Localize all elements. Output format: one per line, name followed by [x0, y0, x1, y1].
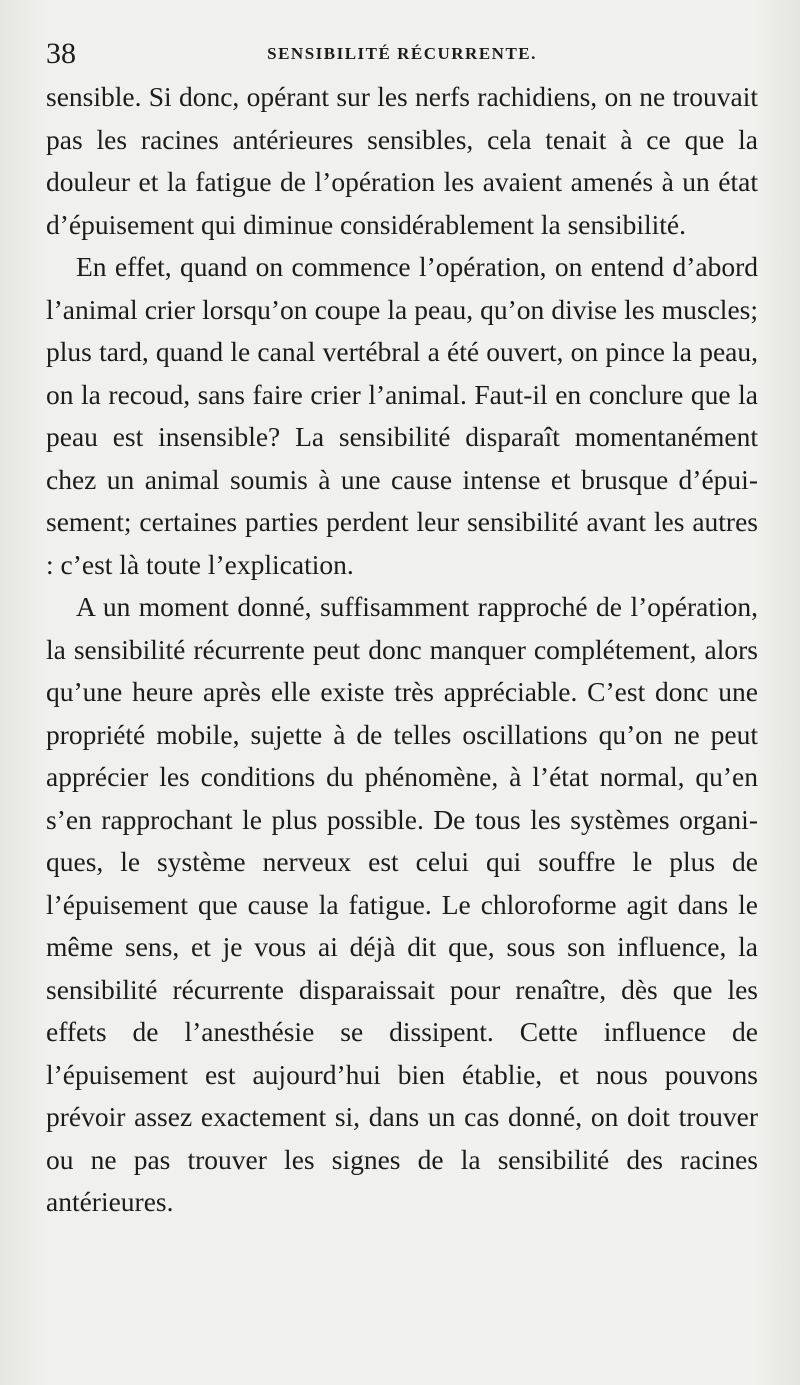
page-number: 38: [46, 37, 76, 70]
paragraph-continuation: sensible. Si donc, opérant sur les nerfs rachidiens, on ne trouvait pas les racines antérieures sensibles, cela tenait à ce que la douleur et la fatigue de l’opération les avaient amenés à un état d’épuisement qui diminue considérablement la sensibilité.: [46, 81, 758, 240]
paragraph: A un moment donné, suffisamment rapproché de l’opération, la sensibilité récurrente peut donc manquer complétement, alors qu’une heure après elle existe très appréciable. C’est donc une propriété mobile, sujette à de telles oscillations qu’on ne peut apprécier les conditions du phénomène, à l’état normal, qu’en s’en rapprochant le plus possible. De tous les systèmes organiques, le système nerveux est celui qui souffre le plus de l’épuisement que cause la fatigue. Le chloroforme agit dans le même sens, et je vous ai déjà dit que, sous son influence, la sensibilité récurrente disparaissait pour renaître, dès que les effets de l’anesthésie se dissipent. Cette influence de l’épuisement est aujourd’hui bien établie, et nous pouvons prévoir assez exactement si, dans un cas donné, on doit trouver ou ne pas trouver les signes de la sensibilité des racines antérieures.: [46, 591, 758, 1217]
running-head: [46, 36, 758, 76]
running-title: SENSIBILITÉ RÉCURRENTE.: [267, 44, 537, 63]
paragraph: En effet, quand on commence l’opération, on entend d’abord l’animal crier lorsqu’on coupe la peau, qu’on divise les muscles; plus tard, quand le canal vertébral a été ouvert, on pince la peau, on la recoud, sans faire crier l’animal. Faut-il en conclure que la peau est insensible? La sensibilité disparaît momentanément chez un animal soumis à une cause intense et brusque d’épuisement; certaines parties perdent leur sensibilité avant les autres : c’est là toute l’explication.: [46, 251, 758, 580]
body-text: [46, 76, 758, 1224]
